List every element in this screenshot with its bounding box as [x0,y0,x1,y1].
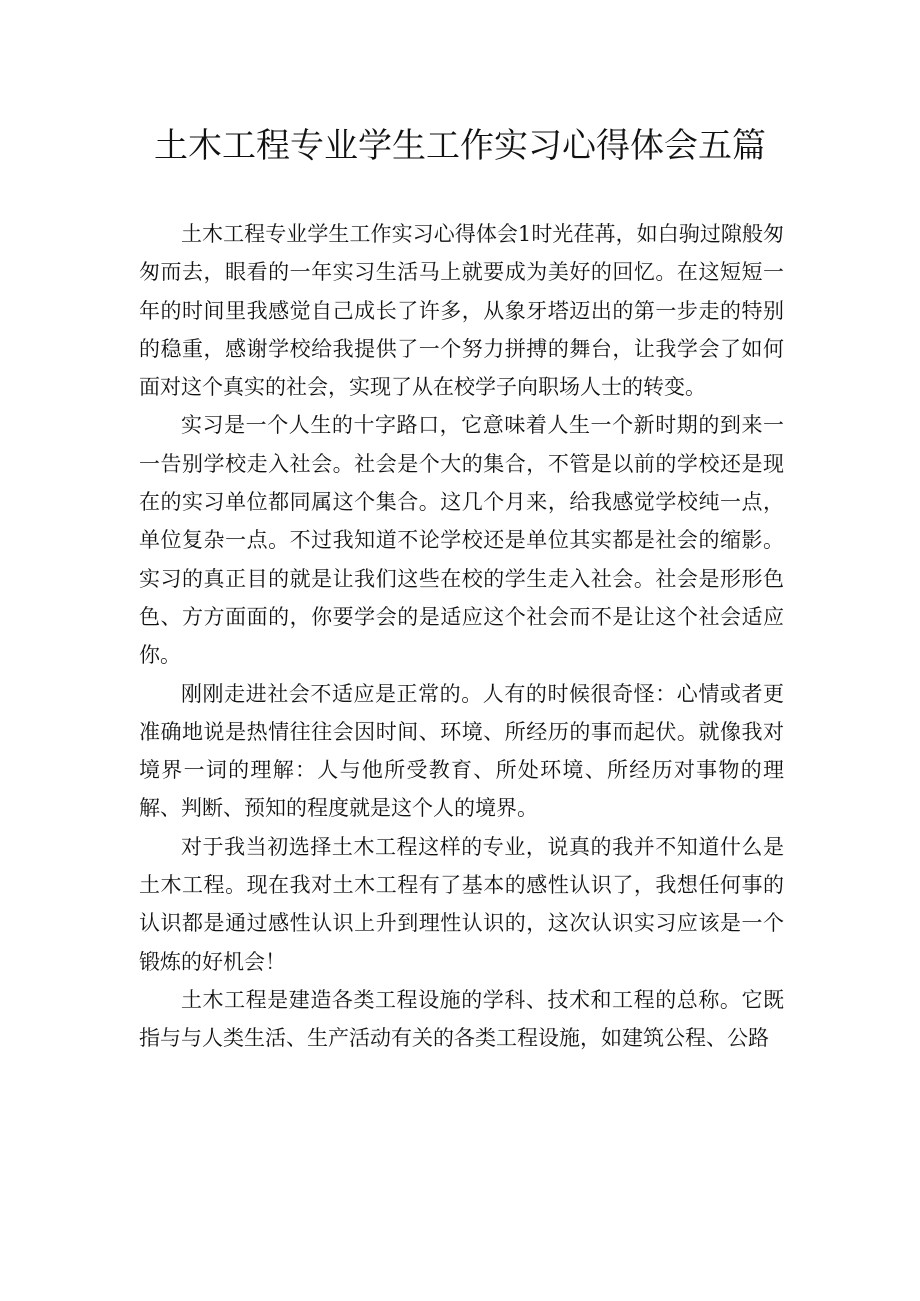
paragraph: 土木工程专业学生工作实习心得体会1时光荏苒，如白驹过隙般匆匆而去，眼看的一年实习生活马上就要成为美好的回忆。在这短短一年的时间里我感觉自己成长了许多，从象牙塔迈出的第一步走的特别的稳重，感谢学校给我提供了一个努力拼搏的舞台，让我学会了如何面对这个真实的社会，实现了从在校学子向职场人士的转变。 [139,222,784,400]
document-title: 土木工程专业学生工作实习心得体会五篇 [154,126,766,166]
paragraph: 实习是一个人生的十字路口，它意味着人生一个新时期的到来一一告别学校走入社会。社会是个大的集合，不管是以前的学校还是现在的实习单位都同属这个集合。这几个月来，给我感觉学校纯一点，单位复杂一点。不过我知道不论学校还是单位其实都是社会的缩影。实习的真正目的就是让我们这些在校的学生走入社会。社会是形形色色、方方面面的，你要学会的是适应这个社会而不是让这个社会适应你。 [139,413,784,668]
paragraph: 土木工程是建造各类工程设施的学科、技术和工程的总称。它既指与与人类生活、生产活动有关的各类工程设施，如建筑公程、公路 [139,987,784,1051]
paragraph: 对于我当初选择土木工程这样的专业，说真的我并不知道什么是土木工程。现在我对土木工程有了基本的感性认识了，我想任何事的认识都是通过感性认识上升到理性认识的，这次认识实习应该是一个锻炼的好机会！ [139,834,784,974]
document-body [139,215,784,1058]
paragraph: 刚刚走进社会不适应是正常的。人有的时候很奇怪：心情或者更准确地说是热情往往会因时间、环境、所经历的事而起伏。就像我对境界一词的理解：人与他所受教育、所处环境、所经历对事物的理解、判断、预知的程度就是这个人的境界。 [139,681,784,821]
